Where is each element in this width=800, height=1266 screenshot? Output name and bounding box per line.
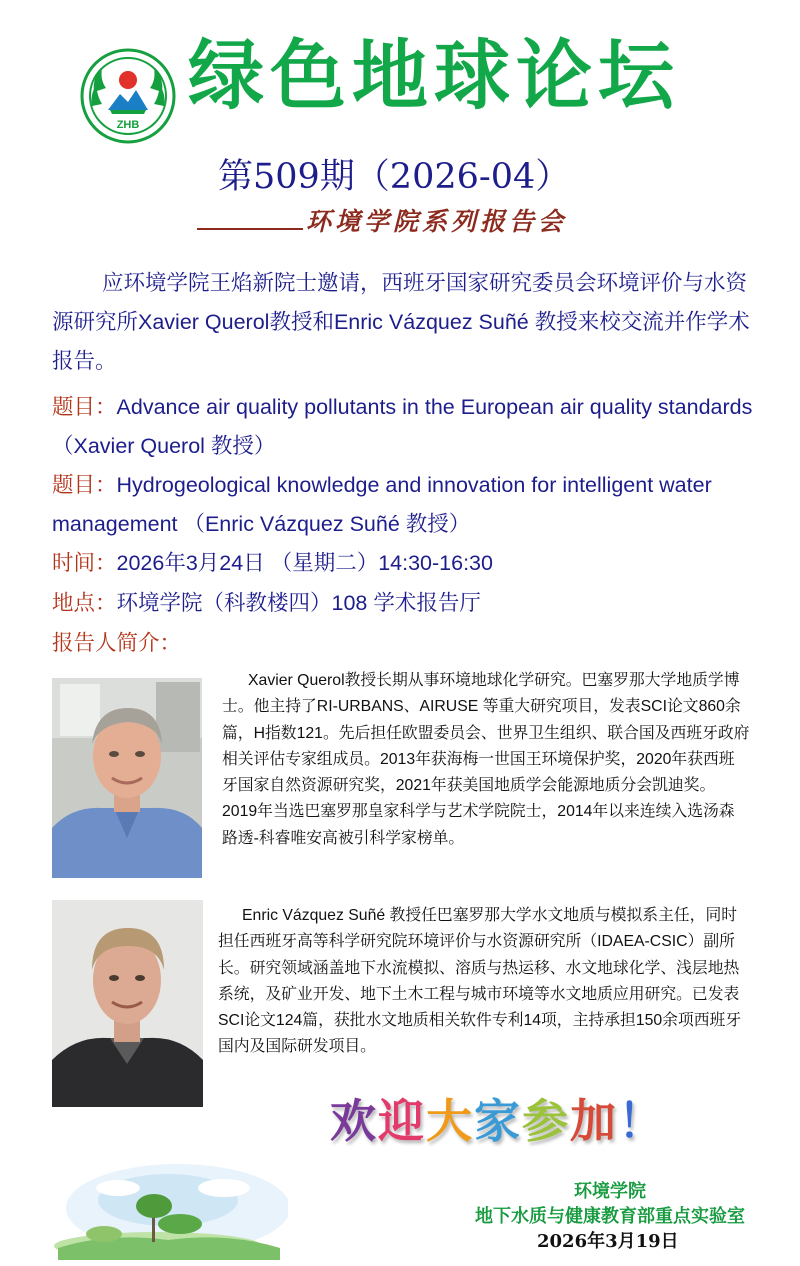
intro-paragraph: 应环境学院王焰新院士邀请，西班牙国家研究委员会环境评价与水资源研究所Xavier Querol教授和Enric Vázquez Suñé 教授来校交流并作学术报告。: [52, 271, 750, 373]
forum-title: 绿色地球论坛: [188, 31, 680, 120]
speaker-1-photo: [52, 678, 202, 878]
welcome-char-3: 大: [426, 1094, 474, 1148]
welcome-char-1: 欢: [330, 1094, 378, 1148]
topic-2-text: Hydrogeological knowledge and innovation for intelligent water management （Enric Vázquez Suñé 教授）: [52, 473, 712, 536]
event-place: [52, 584, 764, 623]
topic-2: [52, 466, 764, 544]
footer-lab: 地下水质与健康教育部重点实验室: [475, 1206, 745, 1227]
time-label: 时间：: [52, 551, 117, 575]
series-subtitle: 环境学院系列报告会: [306, 207, 568, 236]
landscape-illustration: [48, 1148, 288, 1260]
event-time: [52, 544, 764, 583]
place-value: 环境学院（科教楼四）108 学术报告厅: [116, 591, 481, 615]
speaker-1-bio: Xavier Querol教授长期从事环境地球化学研究。巴塞罗那大学地质学博士。他主持了RI-URBANS、AIRUSE 等重大研究项目，发表SCI论文860余篇，H指数121。先后担任欧盟委员会、世界卫生组织、联合国及西班牙政府相关评估专家组成员。2013年获海梅一世国王环境保护奖，2020年获西班牙国家自然资源研究奖，2021年获美国地质学会能源地质分会凯迪奖。2019年当选巴塞罗那皇家科学与艺术学院院士，2014年以来连续入选汤森路透-科睿唯安高被引科学家榜单。: [222, 672, 750, 847]
welcome-banner: [330, 1094, 666, 1148]
welcome-char-6: 加: [570, 1094, 618, 1148]
speaker-2-bio: Enric Vázquez Suñé 教授任巴塞罗那大学水文地质与模拟系主任，同时担任西班牙高等科学研究院环境评价与水资源研究所（IDAEA-CSIC）副所长。研究领域涵盖地下水流模拟、溶质与热运移、水文地球化学、浅层地热系统，及矿业开发、地下土木工程与城市环境等水文地质应用研究。已发表SCI论文124篇，获批水文地质相关软件专利14项，主持承担150余项西班牙国内及国际研发项目。: [218, 907, 742, 1056]
footer-date: 2026年3月19日: [537, 1231, 679, 1252]
topic-1-label: 题目：: [52, 395, 117, 419]
welcome-char-5: 参: [522, 1094, 570, 1148]
footer-school: 环境学院: [574, 1181, 646, 1202]
welcome-char-4: 家: [474, 1094, 522, 1148]
topic-2-label: 题目：: [52, 473, 117, 497]
zhb-logo: [80, 48, 176, 144]
issue-number: 第509期（2026-04）: [218, 157, 571, 197]
time-value: 2026年3月24日 （星期二）14:30-16:30: [116, 551, 493, 575]
welcome-char-7: ！: [618, 1094, 666, 1148]
bio-heading: 报告人简介：: [52, 631, 182, 655]
place-label: 地点：: [52, 591, 117, 615]
topic-1: [52, 388, 764, 466]
topic-1-text: Advance air quality pollutants in the European air quality standards （Xavier Querol 教授）: [52, 395, 753, 458]
subtitle-dash: [197, 228, 303, 230]
logo-text: ZHB: [116, 119, 140, 131]
speaker-2-photo: [52, 900, 203, 1107]
welcome-char-2: 迎: [378, 1094, 426, 1148]
